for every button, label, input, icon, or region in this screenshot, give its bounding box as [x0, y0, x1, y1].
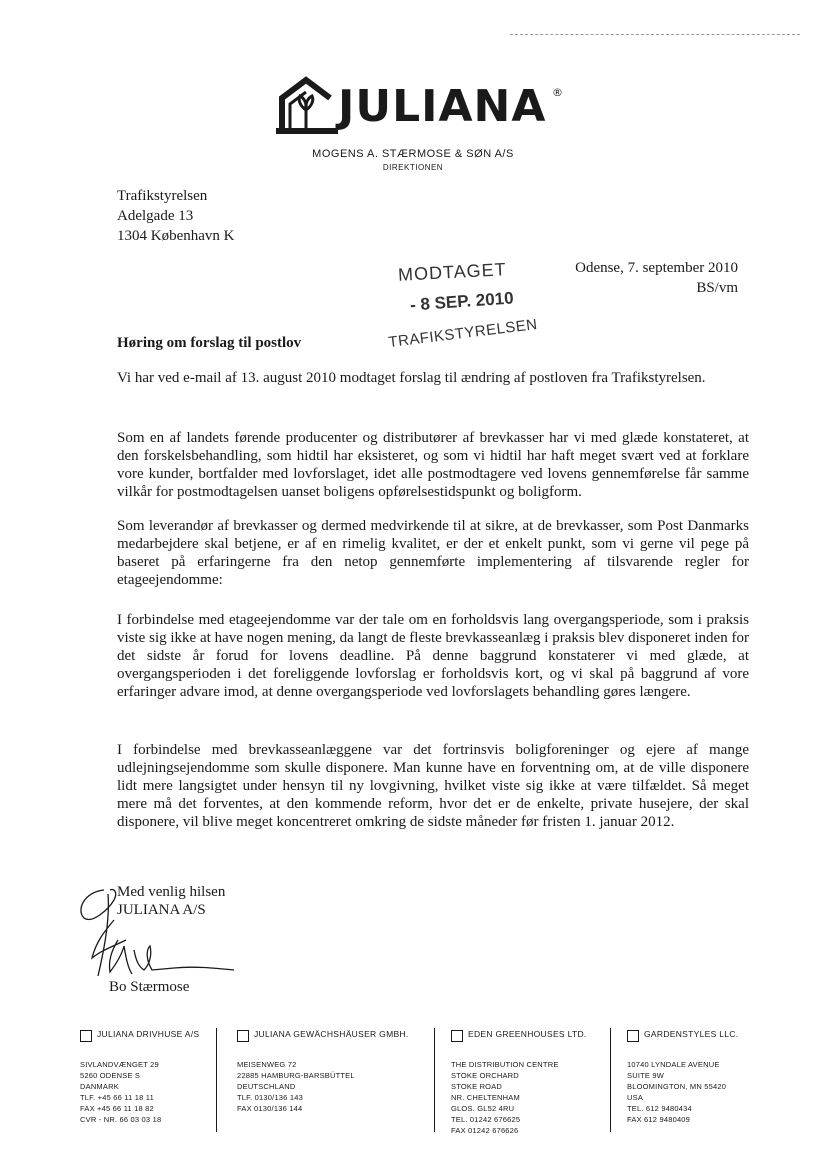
- letterhead-logo: [0, 74, 826, 144]
- date-line: Odense, 7. september 2010: [575, 260, 738, 276]
- body-paragraph: Som leverandør af brevkasser og dermed medvirkende til at sikre, at de brevkasser, som Post Danmarks medarbejdere skal betjene, er af en rimelig kvalitet, er der et enkelt punkt, som vi gerne vil pege på baseret på erfaringerne fra den netop gennemførte implementering af tilsvarende regler for etageejendomme:: [117, 518, 749, 588]
- company-name: MOGENS A. STÆRMOSE & SØN A/S: [312, 148, 514, 160]
- signer-name: Bo Stærmose: [109, 979, 190, 995]
- scan-edge-line: [510, 34, 800, 35]
- brand-name: JULIANA: [338, 81, 547, 132]
- footer-line: FAX 0130/136 144: [237, 1104, 303, 1113]
- recipient-line: Trafikstyrelsen: [117, 188, 208, 204]
- date-block: [575, 258, 738, 298]
- footer-company: [627, 1028, 739, 1125]
- footer-line: TEL. 01242 676625: [451, 1115, 521, 1124]
- footer-line: TEL. 612 9480434: [627, 1104, 692, 1113]
- footer-line: NR. CHELTENHAM: [451, 1093, 520, 1102]
- footer-line: SUITE 9W: [627, 1071, 665, 1080]
- body-paragraph: I forbindelse med etageejendomme var der tale om en forholdsvis lang overgangsperiode, som i praksis viste sig ikke at have nogen mening, da langt de fleste brevkasseanlæg i praksis blev disponeret inden for det sidste år forud for lovens deadline. På denne baggrund konstaterer vi med glæde, at overgangsperioden i det foreliggende lovforslag er forholdsvis kort, og vi skal på baggrund af vore erfaringer advare imod, at denne overgangsperiode ved lovforslagets behandling gøres længere.: [117, 612, 749, 700]
- footer-line: DEUTSCHLAND: [237, 1082, 296, 1091]
- footer-line: GLOS. GL52 4RU: [451, 1104, 515, 1113]
- footer-line: 5260 ODENSE S: [80, 1071, 141, 1080]
- letter-subject: Høring om forslag til postlov: [117, 335, 302, 351]
- recipient-line: 1304 København K: [117, 228, 235, 244]
- footer-line: BLOOMINGTON, MN 55420: [627, 1082, 727, 1091]
- department-name: DIREKTIONEN: [382, 163, 444, 172]
- footer-divider: [434, 1028, 435, 1132]
- checkbox-icon: [237, 1030, 249, 1042]
- checkbox-icon: [80, 1030, 92, 1042]
- footer-company: [80, 1028, 200, 1125]
- body-paragraph: I forbindelse med brevkasseanlæggene var det fortrinsvis boligforeninger og ejere af mange udlejningsejendomme som skulle disponere. Man kunne have en forventning om, at de ville disponere lidt mere langsigtet under hensyn til ny lovgivning, hvilket viste sig ikke at være tilfældet. Så meget mere må det forventes, at den kommende reform, hvor det er de enkelte, private husejere, der skal disponere, vil blive meget koncentreret omkring de sidste måneder før fristen 1. januar 2012.: [117, 742, 749, 830]
- footer-line: CVR - NR. 66 03 03 18: [80, 1115, 162, 1124]
- footer-line: FAX +45 66 11 18 82: [80, 1104, 154, 1113]
- greenhouse-logo-icon: [276, 76, 338, 136]
- recipient-address: [117, 186, 234, 246]
- footer-divider: [216, 1028, 217, 1132]
- footer-line: FAX 01242 676626: [451, 1126, 519, 1135]
- footer-company: [237, 1028, 409, 1114]
- received-stamp-date: - 8 SEP. 2010: [409, 288, 515, 315]
- footer-company-name: EDEN GREENHOUSES LTD.: [468, 1029, 587, 1039]
- footer-line: STOKE ROAD: [451, 1082, 503, 1091]
- footer-company-name: JULIANA DRIVHUSE A/S: [97, 1029, 200, 1039]
- body-paragraph: Som en af landets førende producenter og distributører af brevkasser har vi med glæde konstateret, at den forskelsbehandling, som hidtil har eksisteret, og som vi hidtil har haft meget svært ved at forklare vore kunder, bortfalder med lovforslaget, idet alle postmodtagere ved lovens gennemførelse får samme vilkår for postmodtagelsen uanset boligens opførelsestidspunkt og boligform.: [117, 430, 749, 500]
- handwritten-signature: [74, 880, 244, 990]
- recipient-line: Adelgade 13: [117, 208, 194, 224]
- footer-line: THE DISTRIBUTION CENTRE: [451, 1060, 559, 1069]
- footer-line: TLF. 0130/136 143: [237, 1093, 303, 1102]
- closing-company: JULIANA A/S: [117, 902, 206, 918]
- footer-line: 22885 HAMBURG-BARSBÜTTEL: [237, 1071, 355, 1080]
- body-paragraph: Vi har ved e-mail af 13. august 2010 modtaget forslag til ændring af postloven fra Trafikstyrelsen.: [117, 370, 706, 386]
- closing-greeting: Med venlig hilsen: [117, 884, 226, 900]
- footer-line: DANMARK: [80, 1082, 119, 1091]
- reference: BS/vm: [696, 280, 738, 296]
- footer-line: 10740 LYNDALE AVENUE: [627, 1060, 720, 1069]
- footer-company-name: GARDENSTYLES LLC.: [644, 1029, 739, 1039]
- checkbox-icon: [627, 1030, 639, 1042]
- footer-company-name: JULIANA GEWÄCHSHÄUSER GMBH.: [254, 1029, 409, 1039]
- footer-line: SIVLANDVÆNGET 29: [80, 1060, 159, 1069]
- footer-line: FAX 612 9480409: [627, 1115, 691, 1124]
- received-stamp-line: MODTAGET: [397, 259, 508, 285]
- footer-line: TLF. +45 66 11 18 11: [80, 1093, 154, 1102]
- registered-mark: ®: [552, 86, 563, 99]
- checkbox-icon: [451, 1030, 463, 1042]
- letterhead-footer: [0, 1028, 826, 1158]
- footer-divider: [610, 1028, 611, 1132]
- footer-line: STOKE ORCHARD: [451, 1071, 519, 1080]
- footer-line: USA: [627, 1093, 644, 1102]
- footer-line: MEISENWEG 72: [237, 1060, 297, 1069]
- footer-company: [451, 1028, 587, 1136]
- received-stamp-agency: TRAFIKSTYRELSEN: [387, 315, 539, 352]
